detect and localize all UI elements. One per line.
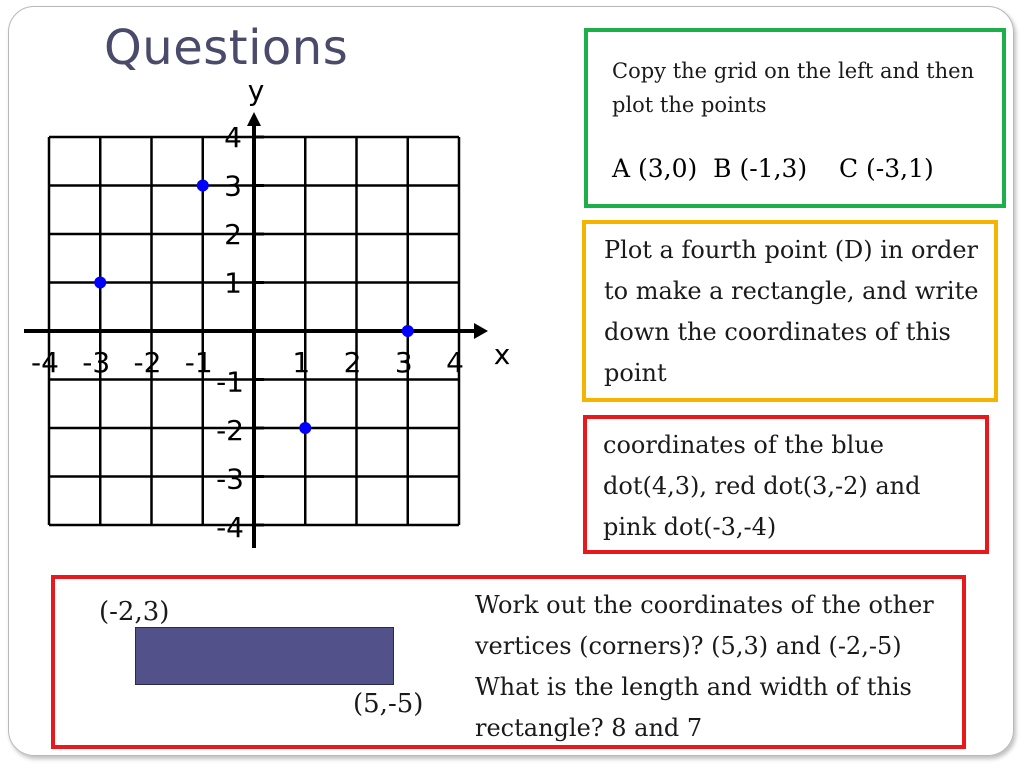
- answer-line: pink dot(-3,-4): [603, 513, 777, 541]
- axes: [24, 112, 488, 548]
- corner-label-bottom-right: (5,-5): [353, 689, 424, 719]
- y-axis-label: y: [247, 74, 265, 107]
- instruction-line: point: [604, 359, 667, 387]
- plotted-point: [94, 277, 106, 289]
- instruction-line: down the coordinates of this: [604, 318, 951, 346]
- plotted-point: [197, 180, 209, 192]
- x-tick-label: 1: [292, 346, 311, 379]
- x-tick-label: -3: [82, 346, 111, 379]
- x-tick-label: 2: [343, 346, 362, 379]
- x-tick-label: -4: [31, 346, 59, 379]
- y-tick-label: 4: [224, 121, 242, 154]
- instruction-line: plot the points: [612, 93, 767, 117]
- y-axis-arrow: [247, 112, 261, 126]
- slide-title: Questions: [104, 20, 349, 76]
- x-tick-label: -2: [133, 346, 162, 379]
- plotted-point: [299, 422, 311, 434]
- rectangle-question-box: [51, 575, 966, 749]
- y-tick-label: -1: [216, 365, 244, 399]
- question-line: Work out the coordinates of the other: [475, 591, 934, 619]
- y-tick-label: -2: [216, 414, 244, 447]
- x-tick-label: -1: [184, 346, 213, 379]
- x-tick-label: 4: [446, 346, 464, 379]
- corner-label-top-left: (-2,3): [99, 597, 170, 627]
- answer-box-dot-coordinates: [583, 415, 989, 554]
- instruction-line: Copy the grid on the left and then: [612, 59, 975, 83]
- coordinate-grid: [0, 0, 520, 560]
- y-tick-label: -4: [216, 511, 244, 544]
- plotted-point: [402, 325, 414, 337]
- y-tick-label: 2: [224, 218, 242, 251]
- answer-line: dot(4,3), red dot(3,-2) and: [603, 472, 921, 500]
- x-tick-label: 3: [394, 346, 413, 379]
- rectangle-shape: [135, 627, 394, 685]
- y-tick-label: 3: [224, 169, 242, 203]
- instruction-box-plot-points: [584, 28, 1006, 208]
- instruction-line: to make a rectangle, and write: [604, 277, 979, 305]
- x-axis-arrow: [474, 323, 488, 339]
- y-tick-label: 1: [224, 266, 242, 300]
- points-to-plot: A (3,0) B (-1,3) C (-3,1): [612, 154, 934, 183]
- instruction-line: Plot a fourth point (D) in order: [604, 236, 979, 264]
- tick-labels: [31, 74, 510, 544]
- question-line: What is the length and width of this: [475, 673, 912, 701]
- question-line: vertices (corners)? (5,3) and (-2,-5): [475, 632, 902, 660]
- instruction-box-fourth-point: [582, 220, 998, 402]
- y-tick-label: -3: [216, 462, 244, 496]
- x-axis-label: x: [493, 338, 511, 371]
- answer-line: coordinates of the blue: [603, 431, 885, 459]
- question-line: rectangle? 8 and 7: [475, 714, 703, 742]
